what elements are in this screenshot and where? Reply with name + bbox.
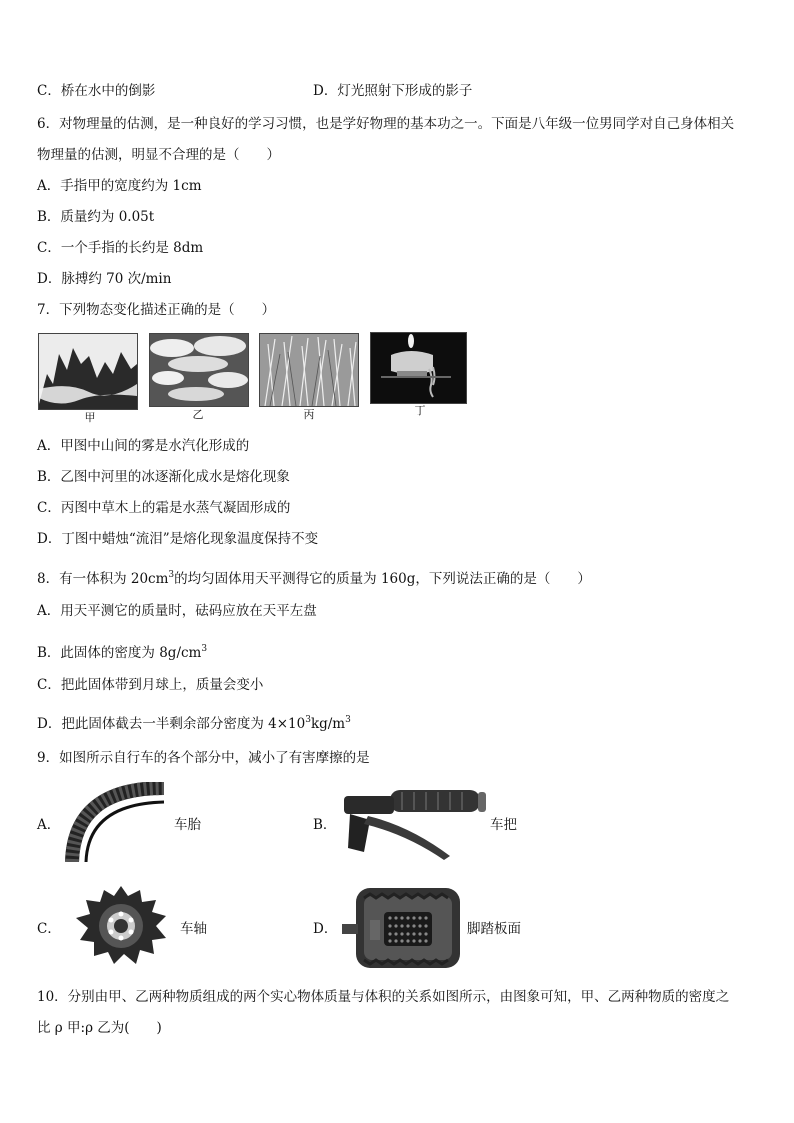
river-ice-image: [149, 333, 249, 407]
option-b: B．乙图中河里的冰逐渐化成水是熔化现象: [37, 469, 290, 485]
tire-image: [64, 782, 170, 862]
option-b: B．质量约为 0.05t: [37, 209, 155, 225]
option-c: C．丙图中草木上的霜是水蒸气凝固形成的: [37, 500, 291, 516]
pedal-image: [340, 884, 464, 972]
option-c: C．桥在水中的倒影: [37, 83, 156, 99]
question-stem: 8．有一体积为 $20cm^3$的均匀固体用天平测得它的质量为 160g，下列说法正确的是（ ）: [37, 570, 591, 587]
caption-bing: 丙: [303, 408, 315, 421]
option-b-letter: B．: [313, 817, 337, 833]
option-b: B．此固体的密度为 $8g/cm^3$: [37, 644, 208, 661]
option-c: C．一个手指的长约是 8dm: [37, 240, 204, 256]
option-d-letter: D．: [313, 921, 338, 937]
option-c: C．把此固体带到月球上，质量会变小: [37, 677, 264, 693]
question-stem: 10．分别由甲、乙两种物质组成的两个实心物体质量与体积的关系如图所示，由图象可知，甲、乙两种物质的密度之: [37, 989, 730, 1005]
question-stem: 比 ρ 甲:ρ 乙为( ): [37, 1020, 162, 1036]
option-a-letter: A．: [37, 817, 61, 833]
option-a: A．甲图中山间的雾是水汽化形成的: [37, 438, 250, 454]
option-a: A．用天平测它的质量时，砝码应放在天平左盘: [37, 603, 317, 619]
question-stem: 9．如图所示自行车的各个部分中，减小了有害摩擦的是: [37, 750, 370, 766]
question-stem: 6．对物理量的估测，是一种良好的学习习惯，也是学好物理的基本功之一。下面是八年级一位男同学对自己身体相关: [37, 116, 735, 132]
grass-frost-image: [259, 333, 359, 407]
option-a: A．手指甲的宽度约为 1cm: [37, 178, 202, 194]
handlebar-image: [340, 786, 490, 862]
option-d: D．把此固体截去一半剩余部分密度为 $4\times 10^3kg/m^3$: [37, 715, 351, 732]
option-a-label: 车胎: [174, 817, 201, 833]
option-d-label: 脚踏板面: [467, 921, 521, 937]
candle-image: [370, 332, 467, 404]
option-b-label: 车把: [490, 817, 517, 833]
mountain-fog-image: [38, 333, 138, 410]
option-d: D．灯光照射下形成的影子: [313, 83, 473, 99]
caption-yi: 乙: [192, 408, 204, 421]
question-stem: 7．下列物态变化描述正确的是（ ）: [37, 302, 276, 318]
option-c-letter: C．: [37, 921, 61, 937]
question-stem: 物理量的估测，明显不合理的是（ ）: [37, 147, 280, 163]
axle-image: [66, 884, 176, 966]
option-d: D．丁图中蜡烛“流泪”是熔化现象温度保持不变: [37, 531, 319, 547]
option-d: D．脉搏约 70 次/min: [37, 271, 172, 287]
caption-jia: 甲: [84, 411, 96, 424]
caption-ding: 丁: [414, 404, 426, 417]
option-c-label: 车轴: [180, 921, 207, 937]
